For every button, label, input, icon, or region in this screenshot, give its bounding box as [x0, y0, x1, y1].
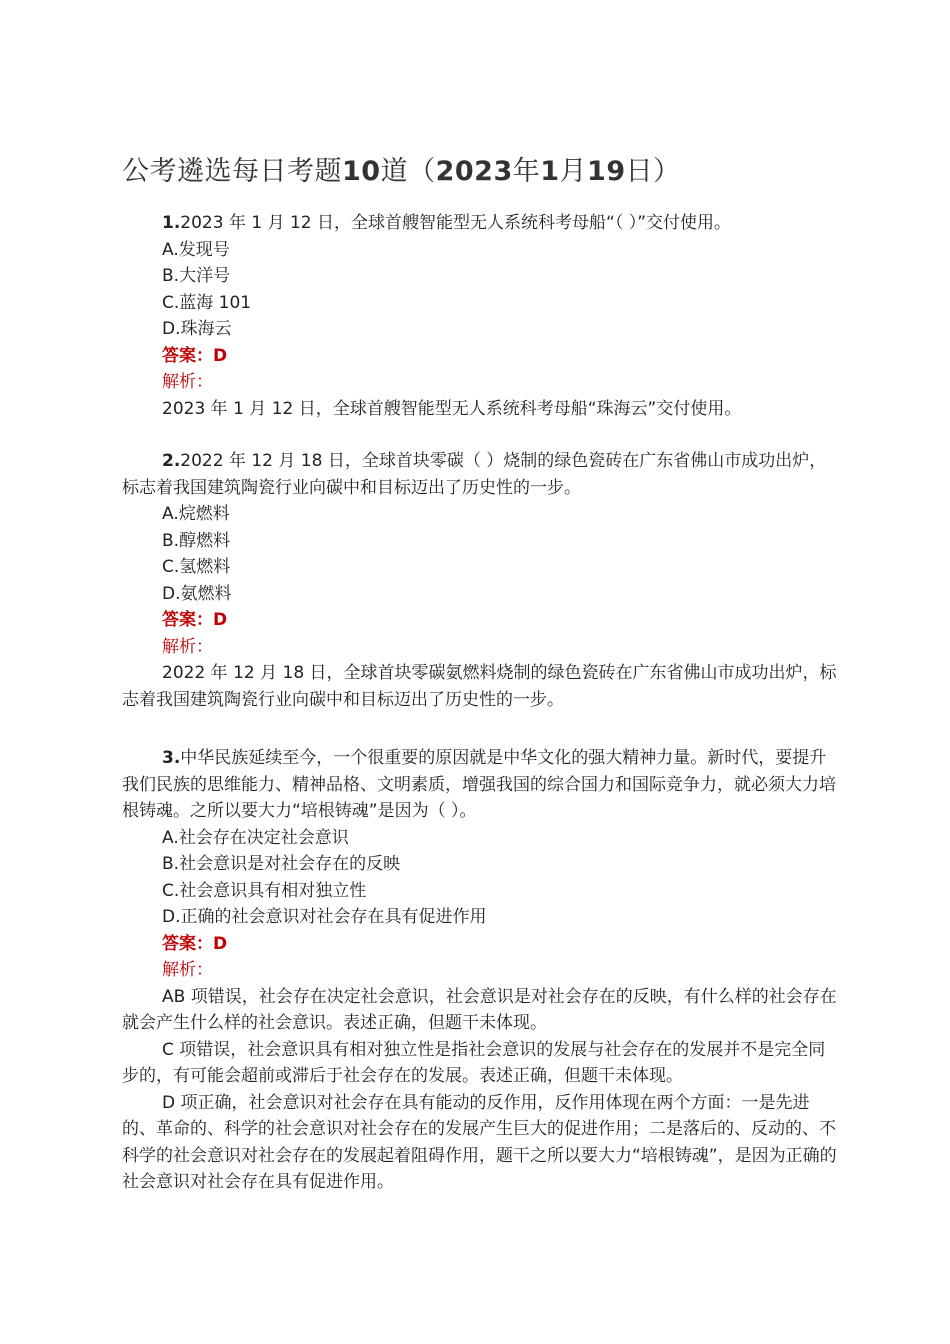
answer-label: 答案： [162, 610, 213, 630]
section-gap [122, 713, 840, 745]
option-a: A.烷燃料 [162, 504, 230, 524]
answer-value: D [213, 345, 228, 366]
option-c: C.蓝海 101 [162, 292, 252, 313]
answer-label: 答案： [162, 345, 213, 366]
title-day: 19 [587, 156, 626, 187]
question-text: 2022 年 12 月 18 日，全球首块零碳（ ）烧制的绿色瓷砖在广东省佛山市成功出炉，标志着我国建筑陶瓷行业向碳中和目标迈出了历史性的一步。 [122, 451, 827, 498]
option-list [122, 237, 840, 343]
option-c: C.社会意识具有相对独立性 [162, 880, 367, 901]
analysis-label: 解析： [162, 636, 213, 657]
option-a: A.发现号 [162, 239, 230, 260]
question-1 [122, 210, 840, 422]
question-3 [122, 745, 840, 1196]
option-b: B.大洋号 [162, 266, 231, 286]
analysis-paragraph: D 项正确，社会意识对社会存在具有能动的反作用，反作用体现在两个方面：一是先进的、革命的、科学的社会意识对社会存在的发展产生巨大的促进作用；二是落后的、反动的、不科学的社会意识对社会存在的发展起着阻碍作用，题干之所以要大力“培根铸魂”，是因为正确的社会意识对社会存在具有促进作用。 [122, 1092, 837, 1192]
title-text: 年 [512, 156, 541, 187]
option-b: B.社会意识是对社会存在的反映 [162, 854, 401, 874]
option-a: A.社会存在决定社会意识 [162, 827, 349, 848]
analysis-paragraph: 2023 年 1 月 12 日，全球首艘智能型无人系统科考母船“珠海云”交付使用。 [162, 398, 742, 419]
title-text: 公考遴选每日考题 [122, 156, 342, 187]
question-number: 2. [162, 451, 181, 471]
title-text: 月 [559, 156, 588, 187]
question-text: 中华民族延续至今，一个很重要的原因就是中华文化的强大精神力量。新时代，要提升我们民族的思维能力、精神品格、文明素质，增强我国的综合国力和国际竞争力，就必须大力培根铸魂。之所以要大力“培根铸魂”是因为（ ）。 [122, 748, 836, 821]
title-text: 道（ [380, 156, 436, 187]
section-gap [122, 422, 840, 448]
analysis-paragraph: C 项错误，社会意识具有相对独立性是指社会意识的发展与社会存在的发展并不是完全同步的，有可能会超前或滞后于社会存在的发展。表述正确，但题干未体现。 [122, 1039, 826, 1086]
question-stem [122, 745, 840, 825]
answer-line [122, 343, 840, 370]
question-stem [122, 448, 840, 501]
title-month: 1 [540, 156, 560, 187]
answer-line [122, 931, 840, 958]
question-number: 1. [162, 213, 181, 233]
analysis-label: 解析： [162, 960, 213, 980]
analysis-paragraph: 2022 年 12 月 18 日，全球首块零碳氨燃料烧制的绿色瓷砖在广东省佛山市成功出炉，标志着我国建筑陶瓷行业向碳中和目标迈出了历史性的一步。 [122, 663, 837, 710]
question-number: 3. [162, 748, 181, 768]
option-d: D.珠海云 [162, 319, 232, 339]
answer-value: D [213, 933, 228, 954]
page-title [122, 152, 840, 192]
answer-label: 答案： [162, 933, 213, 954]
option-d: D.氨燃料 [162, 583, 232, 604]
title-year: 2023 [435, 156, 513, 187]
analysis-label: 解析： [162, 372, 213, 392]
answer-value: D [213, 610, 228, 630]
question-text: 2023 年 1 月 12 日，全球首艘智能型无人系统科考母船“（ ）”交付使用。 [180, 213, 732, 233]
option-list [122, 825, 840, 931]
option-b: B.醇燃料 [162, 530, 231, 551]
option-d: D.正确的社会意识对社会存在具有促进作用 [162, 907, 487, 927]
title-count: 10 [342, 156, 381, 187]
question-stem [122, 210, 840, 237]
question-2 [122, 448, 840, 713]
option-c: C.氢燃料 [162, 557, 231, 577]
option-list [122, 501, 840, 607]
answer-line [122, 607, 840, 634]
analysis-paragraph: AB 项错误，社会存在决定社会意识，社会意识是对社会存在的反映，有什么样的社会存在就会产生什么样的社会意识。表述正确，但题干未体现。 [122, 986, 837, 1033]
title-text: 日） [625, 156, 681, 187]
